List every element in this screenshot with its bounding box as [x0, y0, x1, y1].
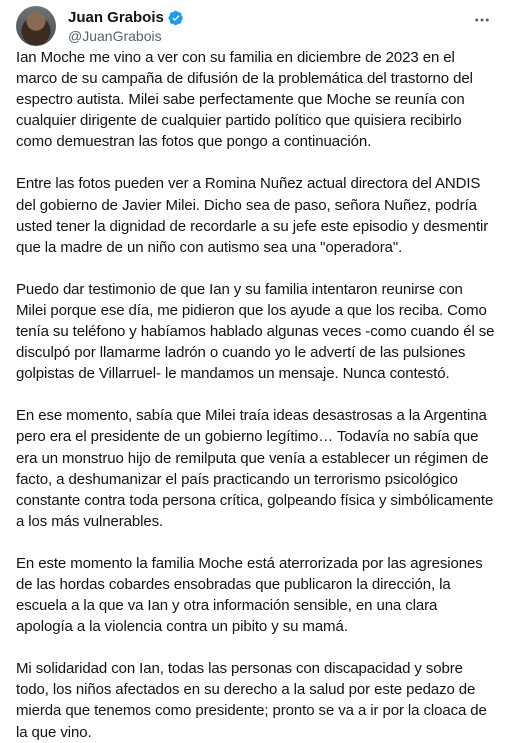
paragraph-4: En ese momento, sabía que Milei traía ideas desastrosas a la Argentina pero era el presidente de un gobierno legítimo… Todavía no sabía que era un monstruo hijo de remilputa que venía a establecer un régimen de facto, a deshumanizar el país practicando un terrorismo psicológico constante contra toda persona crítica, golpeando física y simbólicamente a los más vulnerables. — [16, 407, 494, 530]
more-horizontal-icon[interactable] — [470, 8, 494, 32]
tweet-header — [16, 6, 500, 46]
tweet-text — [16, 47, 496, 743]
paragraph-5: En este momento la familia Moche está aterrorizada por las agresiones de las hordas cobardes ensobradas que publicaron la dirección, la escuela a la que va Ian y otra información sensible, en una clara apología a la violencia contra un pibito y su mamá. — [16, 554, 483, 636]
paragraph-3: Puedo dar testimonio de que Ian y su familia intentaron reunirse con Milei porque ese día, me pidieron que los ayude a que los reciba. Como tenía su teléfono y habíamos hablado algunas veces -como cuando él se disculpó por llamarme ladrón o cuando yo le advertí de las pulsiones golpistas de Villarruel- le mandamos un mensaje. Nunca contestó. — [16, 280, 495, 383]
paragraph-1: Ian Moche me vino a ver con su familia en diciembre de 2023 en el marco de su campaña de difusión de la problemática del trastorno del espectro autista. Milei sabe perfectamente que Moche se reunía con cualquier dirigente de cualquier partido político que quisiera recibirlo como demuestran las fotos que pongo a continuación. — [16, 49, 473, 151]
display-name[interactable]: Juan Grabois — [68, 9, 164, 26]
paragraph-6: Mi solidaridad con Ian, todas las personas con discapacidad y sobre todo, los niños afectados en su derecho a la salud por este pedazo de mierda que tenemos como presidente; pronto se va a ir por la cloaca de la que vino. — [16, 660, 487, 741]
handle[interactable]: @JuanGrabois — [68, 28, 162, 44]
verified-badge-icon — [168, 10, 184, 26]
paragraph-2: Entre las fotos pueden ver a Romina Nuñez actual directora del ANDIS del gobierno de Javier Milei. Dicho sea de paso, señora Nuñez, podría usted tener la dignidad de recordarle a su jefe este episodio y desmentir que la madre de un niño con autismo sea una "operadora". — [16, 175, 489, 256]
name-row — [68, 8, 184, 27]
avatar[interactable] — [16, 6, 56, 46]
author-names — [68, 8, 184, 45]
